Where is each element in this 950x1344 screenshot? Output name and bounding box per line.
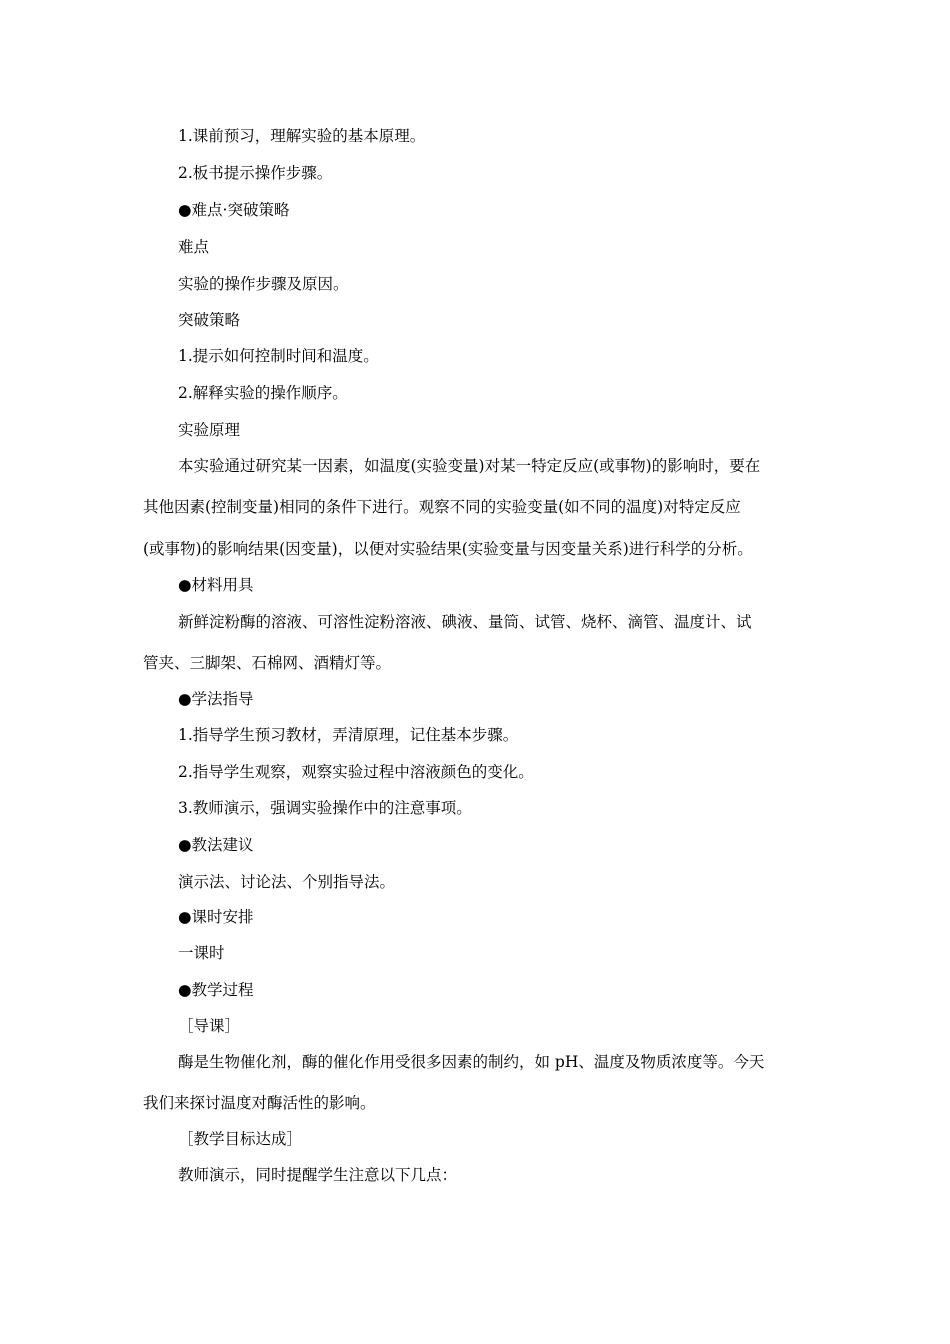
subheading: 难点 (178, 238, 210, 256)
paragraph: 教师演示，同时提醒学生注意以下几点： (178, 1166, 458, 1184)
paragraph-line: 管夹、三脚架、石棉网、酒精灯等。 (143, 654, 392, 672)
paragraph-line: 酶是生物催化剂，酶的催化作用受很多因素的制约，如 pH、温度及物质浓度等。今天 (178, 1053, 765, 1071)
paragraph-line: 本实验通过研究某一因素，如温度(实验变量)对某一特定反应(或事物)的影响时，要在 (178, 457, 761, 475)
list-item: 1.课前预习，理解实验的基本原理。 (178, 127, 426, 145)
paragraph: 一课时 (178, 944, 225, 962)
paragraph: 演示法、讨论法、个别指导法。 (178, 873, 396, 891)
paragraph-line: 新鲜淀粉酶的溶液、可溶性淀粉溶液、碘液、量筒、试管、烧杯、滴管、温度计、试 (178, 613, 752, 631)
list-item: 2.解释实验的操作顺序。 (178, 384, 348, 402)
section-heading: ●学法指导 (178, 690, 254, 708)
list-item: 2.板书提示操作步骤。 (178, 164, 333, 182)
paragraph-line: (或事物)的影响结果(因变量)，以便对实验结果(实验变量与因变量关系)进行科学的分析。 (143, 540, 753, 558)
paragraph-line: 其他因素(控制变量)相同的条件下进行。观察不同的实验变量(如不同的温度)对特定反应 (143, 498, 741, 516)
paragraph: 实验的操作步骤及原因。 (178, 275, 349, 293)
list-item: 3.教师演示，强调实验操作中的注意事项。 (178, 799, 472, 817)
list-item: 2.指导学生观察，观察实验过程中溶液颜色的变化。 (178, 763, 534, 781)
subheading: 实验原理 (178, 421, 241, 439)
section-heading: ●教学过程 (178, 981, 254, 999)
section-heading: ●课时安排 (178, 908, 254, 926)
subheading: 突破策略 (178, 311, 241, 329)
subheading: ［导课］ (178, 1017, 241, 1035)
subheading: ［教学目标达成］ (178, 1130, 303, 1148)
section-heading: ●难点·突破策略 (178, 201, 290, 219)
section-heading: ●材料用具 (178, 576, 254, 594)
list-item: 1.提示如何控制时间和温度。 (178, 347, 379, 365)
list-item: 1.指导学生预习教材，弄清原理，记住基本步骤。 (178, 726, 519, 744)
section-heading: ●教法建议 (178, 836, 254, 854)
paragraph-line: 我们来探讨温度对酶活性的影响。 (143, 1094, 376, 1112)
